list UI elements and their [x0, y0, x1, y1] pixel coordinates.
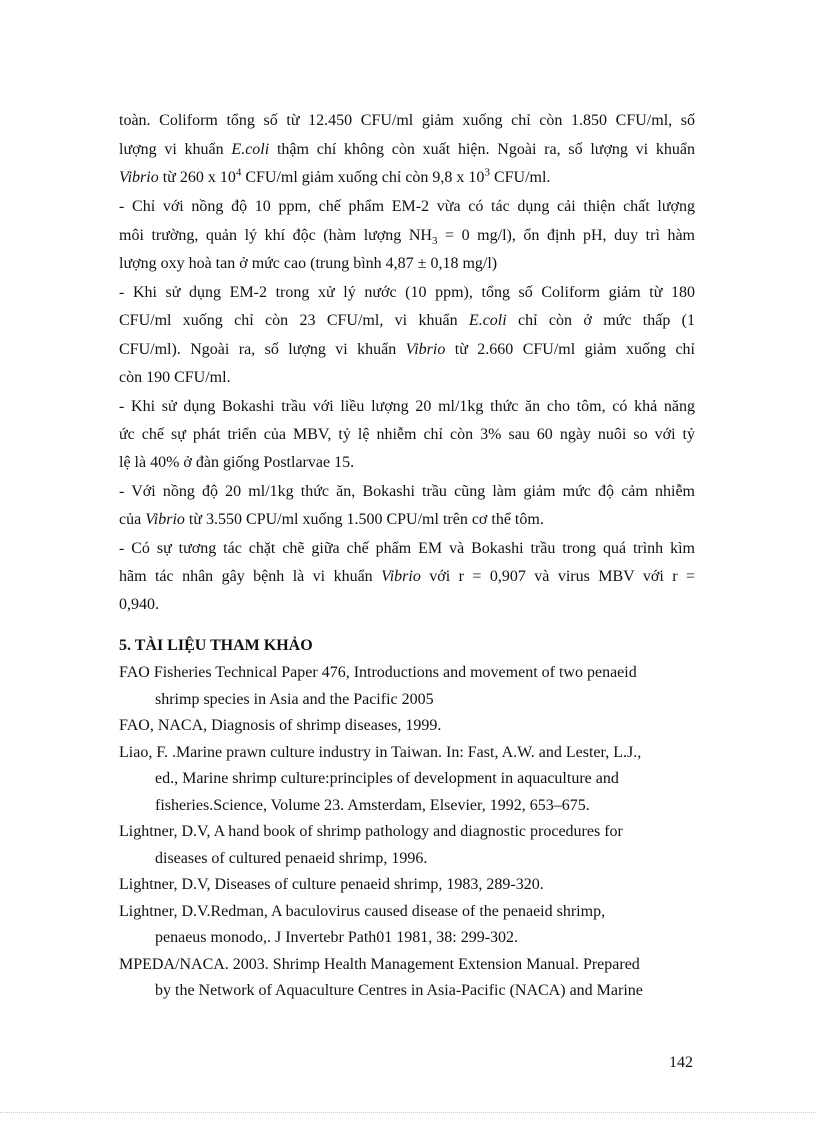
reference-line: by the Network of Aquaculture Centres in Asia-Pacific (NACA) and Marine [155, 982, 643, 999]
body-line: lượng vi khuẩn E.coli thậm chí không còn xuất hiện. Ngoài ra, số lượng vi khuẩn [119, 141, 695, 158]
body-line: còn 190 CFU/ml. [119, 369, 231, 386]
body-line: 0,940. [119, 596, 159, 613]
page-number: 142 [669, 1054, 693, 1071]
reference-line: ed., Marine shrimp culture:principles of development in aquaculture and [155, 770, 619, 787]
body-line: của Vibrio từ 3.550 CPU/ml xuống 1.500 CPU/ml trên cơ thể tôm. [119, 511, 544, 528]
reference-line: fisheries.Science, Volume 23. Amsterdam, Elsevier, 1992, 653–675. [155, 797, 590, 814]
body-line: ức chế sự phát triển của MBV, tỷ lệ nhiễm chỉ còn 3% sau 60 ngày nuôi so với tỷ [119, 426, 695, 443]
body-line: CFU/ml xuống chỉ còn 23 CFU/ml, vi khuẩn E.coli chỉ còn ở mức thấp (1 [119, 312, 695, 329]
body-line: lượng oxy hoà tan ở mức cao (trung bình 4,87 ± 0,18 mg/l) [119, 255, 498, 272]
body-line: lệ là 40% ở đàn giống Postlarvae 15. [119, 454, 355, 471]
body-line: - Có sự tương tác chặt chẽ giữa chế phẩm EM và Bokashi trầu trong quá trình kìm [119, 540, 695, 557]
body-line: hãm tác nhân gây bệnh là vi khuẩn Vibrio với r = 0,907 và virus MBV với r = [119, 568, 696, 585]
reference-line: MPEDA/NACA. 2003. Shrimp Health Management Extension Manual. Prepared [119, 956, 640, 973]
reference-line: diseases of cultured penaeid shrimp, 1996. [155, 850, 428, 867]
reference-line: shrimp species in Asia and the Pacific 2005 [155, 691, 434, 708]
body-line: môi trường, quản lý khí độc (hàm lượng $NH_3 = 0$ mg/l), ổn định pH, duy trì hàm [119, 227, 696, 248]
body-line: - Khi sử dụng Bokashi trầu với liều lượng 20 ml/1kg thức ăn cho tôm, có khả năng [119, 398, 695, 415]
section-heading: 5. TÀI LIỆU THAM KHẢO [119, 637, 313, 654]
body-line: toàn. Coliform tổng số từ 12.450 CFU/ml giảm xuống chỉ còn 1.850 CFU/ml, số [119, 112, 695, 129]
body-line: Vibrio từ 260 x $10^4$ CFU/ml giảm xuống chỉ còn 9,8 x $10^3$ CFU/ml. [119, 166, 551, 186]
page-bottom-border [0, 1112, 816, 1113]
reference-line: Lightner, D.V.Redman, A baculovirus caused disease of the penaeid shrimp, [119, 903, 606, 920]
body-line: - Với nồng độ 20 ml/1kg thức ăn, Bokashi trầu cũng làm giảm mức độ cảm nhiễm [119, 483, 695, 500]
body-line: CFU/ml). Ngoài ra, số lượng vi khuẩn Vibrio từ 2.660 CFU/ml giảm xuống chỉ [119, 341, 695, 358]
reference-line: FAO, NACA, Diagnosis of shrimp diseases, 1999. [119, 717, 442, 734]
body-line: - Khi sử dụng EM-2 trong xử lý nước (10 ppm), tổng số Coliform giảm từ 180 [119, 284, 695, 301]
reference-line: penaeus monodo,. J Invertebr Path01 1981, 38: 299-302. [155, 929, 519, 946]
reference-line: Liao, F. .Marine prawn culture industry in Taiwan. In: Fast, A.W. and Lester, L.J., [119, 744, 642, 761]
reference-line: FAO Fisheries Technical Paper 476, Introductions and movement of two penaeid [119, 664, 637, 681]
reference-line: Lightner, D.V, A hand book of shrimp pathology and diagnostic procedures for [119, 823, 623, 840]
body-line: - Chỉ với nồng độ 10 ppm, chế phẩm EM-2 vừa có tác dụng cải thiện chất lượng [119, 198, 695, 215]
reference-line: Lightner, D.V, Diseases of culture penaeid shrimp, 1983, 289-320. [119, 876, 544, 893]
